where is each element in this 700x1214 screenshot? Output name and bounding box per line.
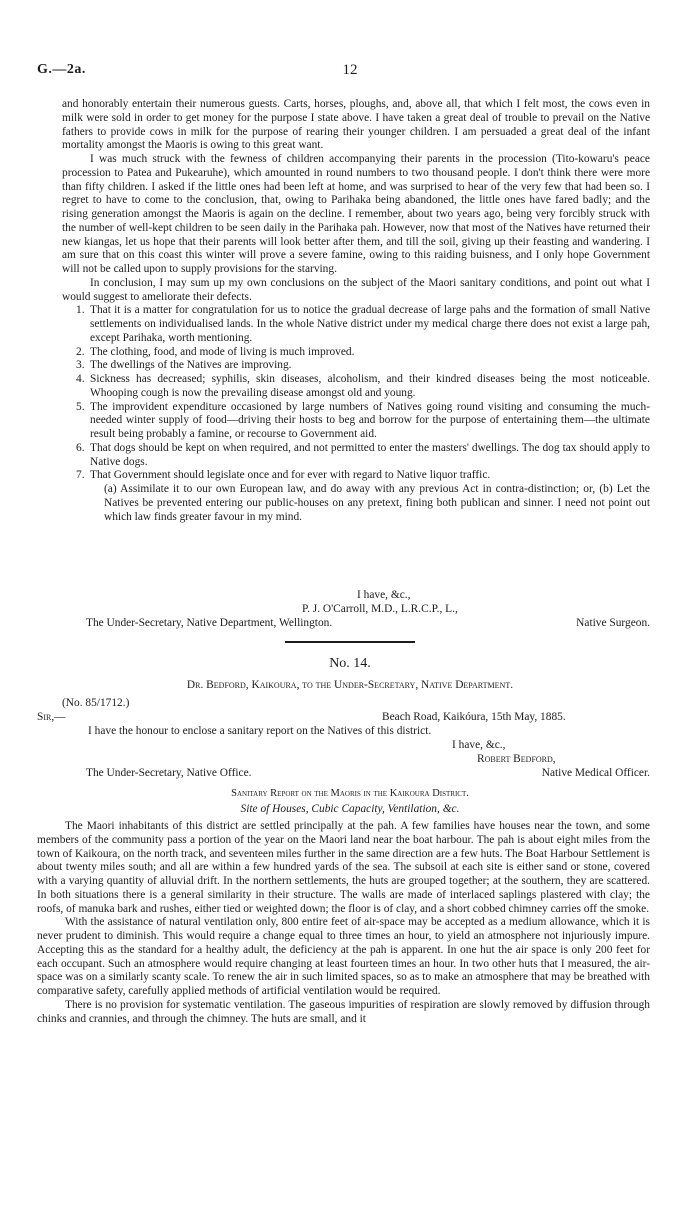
report-title: Sanitary Report on the Maoris in the Kaikoura District. bbox=[231, 788, 469, 799]
closing: I have, &c., bbox=[452, 739, 506, 751]
list-item-number: 6. bbox=[76, 441, 85, 454]
list-item bbox=[62, 401, 650, 442]
list-item-text: The clothing, food, and mode of living is much improved. bbox=[90, 345, 355, 358]
list-item bbox=[62, 469, 650, 483]
reference-number: (No. 85/1712.) bbox=[62, 697, 130, 709]
list-item bbox=[62, 359, 650, 373]
report-subtitle: Site of Houses, Cubic Capacity, Ventilation, &c. bbox=[240, 803, 460, 815]
addressee: The Under-Secretary, Native Office. bbox=[86, 767, 252, 779]
list-item-number: 7. bbox=[76, 469, 85, 482]
list-item-text: That dogs should be kept on when required, and not permitted to enter the masters' dwellings. The dog tax should apply to Native dogs. bbox=[90, 441, 650, 468]
signature: Robert Bedford, bbox=[477, 753, 556, 765]
signatory-title: Native Surgeon. bbox=[576, 616, 650, 629]
section-divider bbox=[285, 641, 415, 643]
list-item bbox=[62, 442, 650, 470]
signatory-title: Native Medical Officer. bbox=[541, 767, 650, 779]
page-number: 12 bbox=[342, 62, 358, 78]
list-subitems: (a) Assimilate it to our own European law, and do away with any previous Act in contra-distinction; or, (b) Let the Natives be prevented entering our public-houses on any pretext, fining both publican and sinner. I need not point out which law finds greater favour in my mind. bbox=[104, 483, 650, 523]
letter-signoff bbox=[62, 589, 650, 631]
list-item-text: The improvident expenditure occasioned by large numbers of Natives going round visiting and consuming the much-needed winter supply of food—driving their hosts to beg and borrow for the purpose of entertaining them—the ultimate result being probably a famine, or recourse to Government aid. bbox=[90, 400, 650, 440]
paragraph: I was much struck with the fewness of children accompanying their parents in the procession (Tito-kowaru's peace procession to Patea and Pukearuhe), which amounted in round numbers to two thousand people. I don't think there were more than fifty children. I asked if the little ones had been left at home, and was surprised to hear of the very few that had been so. I regret to have to come to the conclusion, that, owing to Parihaka being abandoned, the little ones have fared badly; and the rising generation amongst the Maoris is again on the decline. I remember, about two years ago, being very forcibly struck with the number of well-kept children to be seen daily in the Parihaka pah. However, now that most of the Natives have returned their new kiangas, let us hope that their parents will look better after them, and till the soil, giving up their feasting and wandering. I am sure that on this coast this winter will prove a severe famine, owing to this raiding buisness, and I only hope Government will not be called upon to supply provisions for the starving. bbox=[62, 153, 650, 275]
document-code: G.—2a. bbox=[37, 62, 86, 77]
list-item bbox=[62, 373, 650, 401]
list-item-text: Sickness has decreased; syphilis, skin diseases, alcoholism, and their kindred diseases being the most noticeable. Whooping cough is now the prevailing disease amongst old and young. bbox=[90, 373, 650, 399]
list-item bbox=[62, 304, 650, 345]
section-subheading: Dr. Bedford, Kaikoura, to the Under-Secretary, Native Department. bbox=[186, 679, 514, 691]
list-item-number: 5. bbox=[76, 400, 85, 413]
place-date: Beach Road, Kaikóura, 15th May, 1885. bbox=[382, 711, 566, 723]
paragraph: In conclusion, I may sum up my own conclusions on the subject of the Maori sanitary conditions, and point out what I would suggest to ameliorate their defects. bbox=[62, 276, 650, 303]
list-item-number: 1. bbox=[76, 304, 85, 317]
section-heading: No. 14. bbox=[329, 656, 371, 671]
list-item-text: That Government should legislate once and for ever with regard to Native liquor traffic. bbox=[90, 469, 491, 482]
signature: P. J. O'Carroll, M.D., L.R.C.P., L., bbox=[302, 602, 458, 615]
list-item-number: 2. bbox=[76, 345, 85, 358]
report-body bbox=[37, 820, 650, 1026]
list-item-text: That it is a matter for congratulation for us to notice the gradual decrease of large pahs and the formation of small Native settlements on individualised lands. In the whole Native district under my medical charge there does not exist a large pah, except Parihaka, worth mentioning. bbox=[90, 304, 650, 344]
paragraph: The Maori inhabitants of this district are settled principally at the pah. A few families have houses near the town, and some members of the community pass a portion of the year on the Maori land near the boat harbour. The pah is about eight miles from the town of Kaikoura, on the north track, and seventeen miles further in the same direction are a few huts. The Boat Harbour Settlement is about twenty miles south; and all are within a few hundred yards of the sea. The subsoil at each site is either sand or stone, covered with a varying quantity of alluvial drift. In the northern settlements, the huts are grouped together; at the southern, they are scattered. In both situations there is a general similarity in their structure. The walls are made of interlaced saplings plastered with clay; the roofs, of manuka bark and rushes, either tied or weighted down; the floor is of clay, and a short cobbed chimney carries off the smoke. bbox=[37, 820, 650, 915]
list-item-number: 3. bbox=[76, 359, 85, 372]
letter-continuation bbox=[62, 98, 650, 524]
addressee: The Under-Secretary, Native Department, Wellington. bbox=[86, 616, 333, 629]
letter-body: I have the honour to enclose a sanitary report on the Natives of this district. bbox=[88, 725, 432, 737]
list-item-number: 4. bbox=[76, 373, 85, 385]
salutation: Sir,— bbox=[37, 711, 66, 723]
list-item-text: The dwellings of the Natives are improving. bbox=[90, 359, 292, 372]
closing: I have, &c., bbox=[357, 589, 411, 601]
list-item bbox=[62, 346, 650, 360]
paragraph: There is no provision for systematic ventilation. The gaseous impurities of respiration are slowly removed by diffusion through chinks and crannies, and through the chimney. The huts are small, and it bbox=[37, 998, 650, 1025]
paragraph: With the assistance of natural ventilation only, 800 entire feet of air-space may be accepted as a medium allowance, which it is never prudent to diminish. This would require a change equal to three times an hour, to yield an atmosphere not injuriously impure. Accepting this as the standard for a healthy adult, the deficiency at the pah is apparent. In one hut the air space is only 200 feet for each occupant. Such an atmosphere would require changing at least fourteen times an hour. In two other huts that I measured, the air-space was on a similarly scanty scale. To renew the air in such limited spaces, so as to make an atmosphere that may be breathed with comparative safety, carefully applied methods of artificial ventilation would be required. bbox=[37, 916, 650, 997]
paragraph: and honorably entertain their numerous guests. Carts, horses, ploughs, and, above all, that which I felt most, the cows even in milk were sold in order to get money for the purpose I state above. I have taken a great deal of trouble to prevail on the Native fathers to provide cows in milk for the purpose of rearing their younger children. I am persuaded a great deal of the infant mortality amongst the Maoris is owing to this great want. bbox=[62, 98, 650, 152]
